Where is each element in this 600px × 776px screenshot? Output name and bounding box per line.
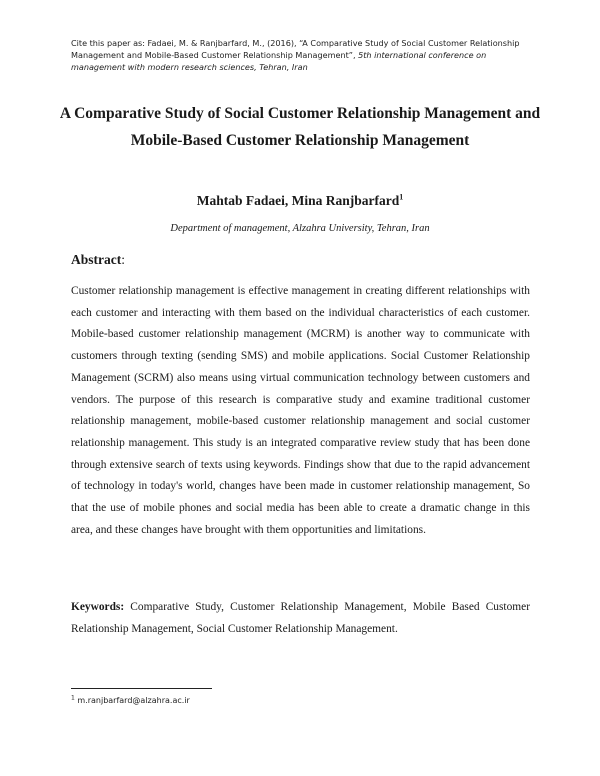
- citation-venue: 5th international conference on management with modern research sciences, Tehran, Iran: [71, 50, 487, 72]
- abstract-heading-colon: :: [121, 252, 126, 267]
- abstract-heading: [71, 251, 125, 269]
- keywords-label: Keywords:: [71, 601, 125, 613]
- citation-text: Cite this paper as: Fadaei, M. & Ranjbarfard, M., (2016), “A Comparative Study of Social Customer Relationship Management and Mobile-Based Customer Relationship Management”,: [71, 38, 520, 60]
- paper-title: A Comparative Study of Social Customer Relationship Management and Mobile-Based Customer Relationship Management: [59, 105, 541, 149]
- keywords-paragraph: [71, 597, 530, 640]
- abstract-body: Customer relationship management is effective management in creating different relationships with each customer and interacting with them based on the individual characteristics of each customer. Mobile-based customer relationship management (MCRM) is another way to communicate with customers through texting (sending SMS) and mobile applications. Social Customer Relationship Management (SCRM) also means using virtual communication technology between customers and vendors. The purpose of this research is comparative study and examine traditional customer relationship management, mobile-based customer relationship management and social customer relationship management. This study is an integrated comparative review study that has been done through extensive search of texts using keywords. Findings show that due to the rapid advancement of technology in today's world, changes have been made in customer relationship management, So that the use of mobile phones and social media has been able to create a dramatic change in this area, and these changes have brought with them opportunities and limitations.: [71, 285, 530, 536]
- citation-note: [71, 37, 541, 73]
- footnote: [71, 695, 190, 706]
- author-list: [50, 192, 550, 210]
- author-footnote-mark: 1: [399, 192, 404, 202]
- footnote-mark: 1: [71, 694, 75, 702]
- author-names: Mahtab Fadaei, Mina Ranjbarfard: [196, 193, 400, 208]
- affiliation: Department of management, Alzahra University, Tehran, Iran: [170, 223, 430, 234]
- keywords-text: Comparative Study, Customer Relationship Management, Mobile Based Customer Relationship Management, Social Customer Relationship Management.: [71, 601, 530, 635]
- footnote-divider: [71, 688, 212, 689]
- footnote-email: m.ranjbarfard@alzahra.ac.ir: [74, 696, 190, 705]
- abstract-heading-label: Abstract: [71, 252, 122, 267]
